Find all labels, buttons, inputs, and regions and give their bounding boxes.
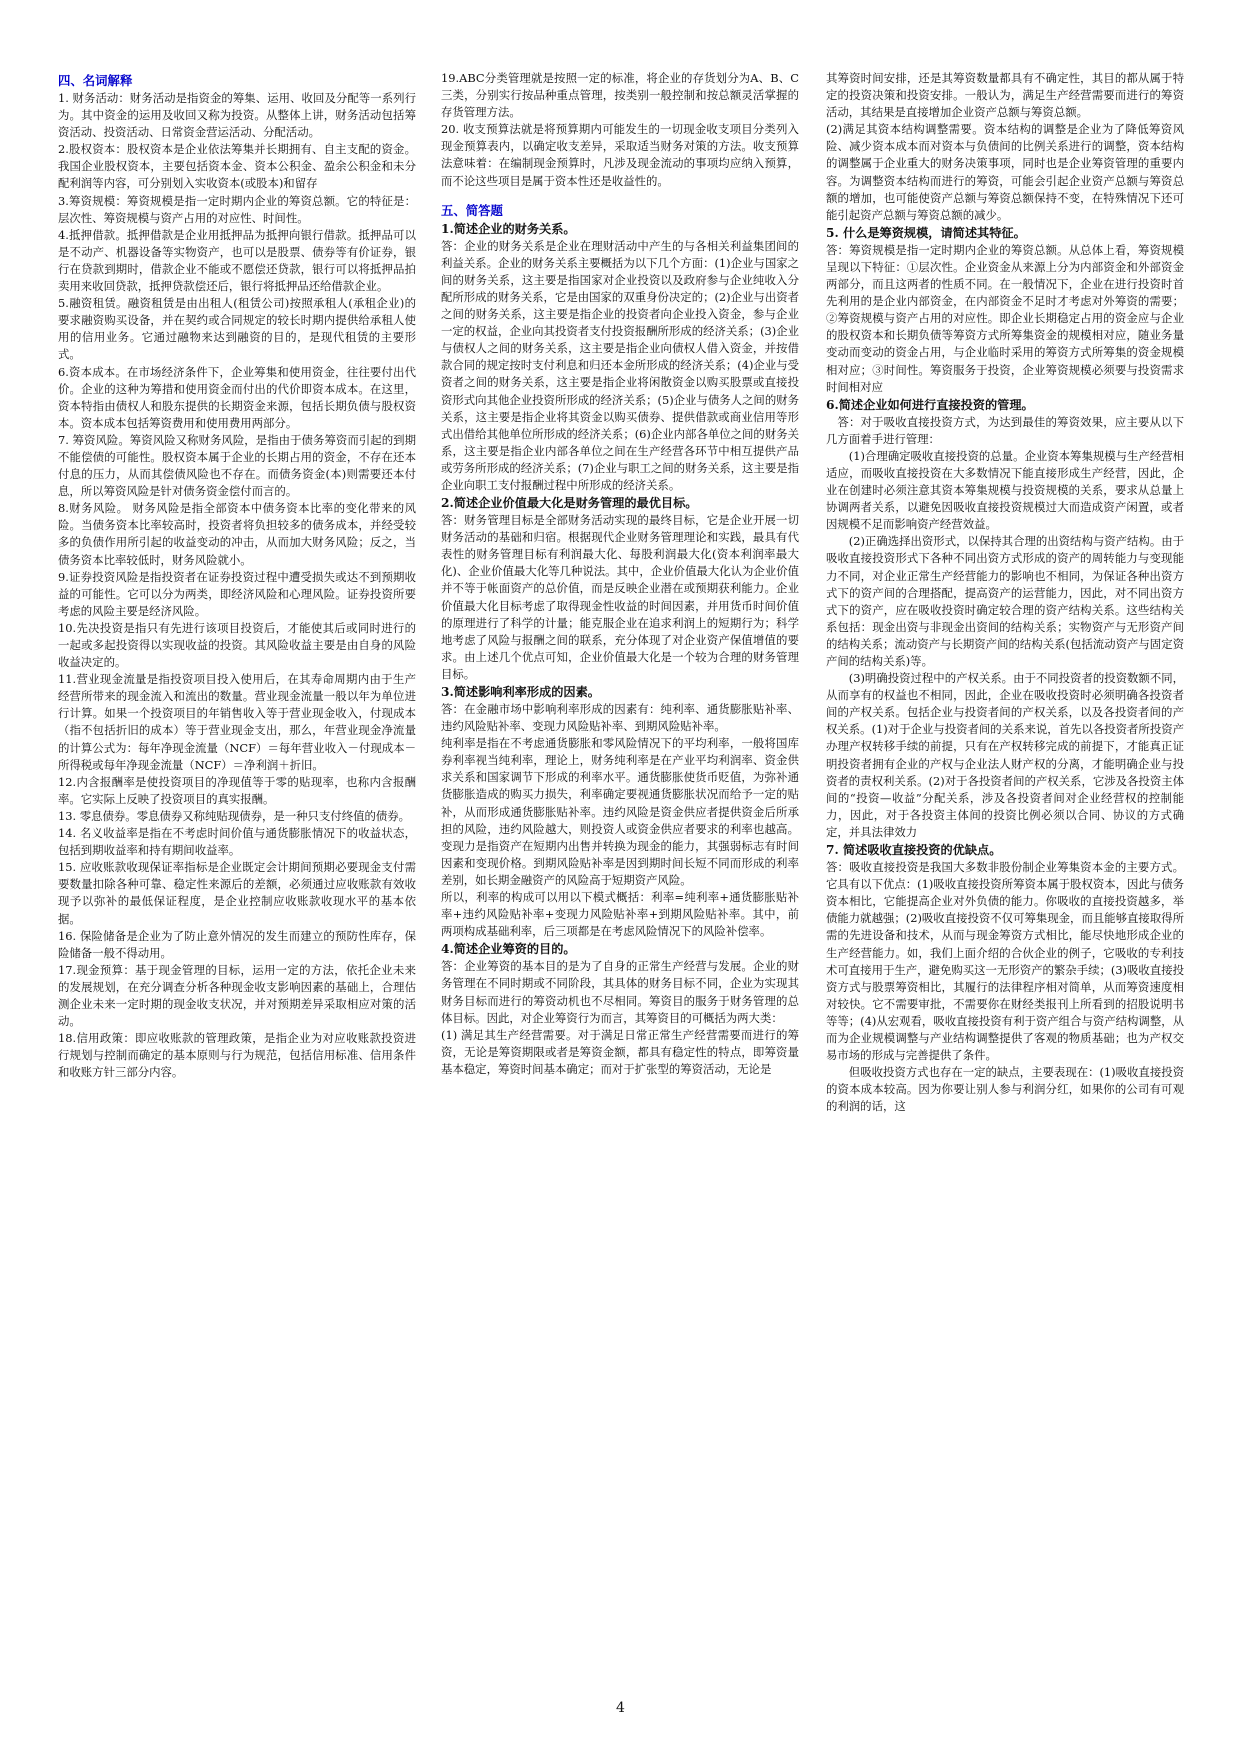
paragraph: (1) 满足其生产经营需要。对于满足日常正常生产经营需要而进行的筹资，无论是筹资期限或者是筹资金额，都具有稳定性的特点，即筹资量基本稳定，筹资时间基本确定；而对于扩张型的筹资活动，无论是 [441,1027,799,1076]
paragraph: 20. 收支预算法就是将预算期内可能发生的一切现金收支项目分类列入现金预算表内，以确定收支差异，采取适当财务对策的方法。收支预算法意味着：在编制现金预算时，凡涉及现金流动的事项均应纳入预算，而不论这些项目是属于资本性还是收益性的。 [441,122,799,188]
paragraph: 15. 应收账款收现保证率指标是企业既定会计期间预期必要现金支付需要数量扣除各种可靠、稳定性来源后的差额，必须通过应收账款有效收现予以弥补的最低保证程度，是企业控制应收账款收现水平的基本依据。 [58,860,416,926]
paragraph: 17.现金预算：基于现金管理的目标，运用一定的方法，依托企业未来的发展规划，在充分调查分析各种现金收支影响因素的基础上，合理估测企业未来一定时期的现金收支状况，并对预期差异采取相应对策的活动。 [58,962,416,1029]
paragraph: 5.融资租赁。融资租赁是由出租人(租赁公司)按照承租人(承租企业)的要求融资购买设备，并在契约或合同规定的较长时期内提供给承租人使用的信用业务。它通过融物来达到融资的目的，是现代租赁的主要形式。 [58,296,416,362]
paragraph: (2)正确选择出资形式，以保持其合理的出资结构与资产结构。由于吸收直接投资形式下各种不同出资方式形成的资产的周转能力与变现能力不同，对企业正常生产经营能力的影响也不相同，为保证各种出资方式下的资产间的合理搭配，提高资产的运营能力，因此，对不同出资方式下的资产，应在吸收投资时确定较合理的资产结构关系。这些结构关系包括：现金出资与非现金出资间的结构关系；实物资产与无形资产间的结构关系；流动资产与长期资产间的结构关系(包括流动资产与固定资产间的结构关系)等。 [826,534,1184,668]
paragraph: (3)明确投资过程中的产权关系。由于不同投资者的投资数额不同，从而享有的权益也不相同，因此，企业在吸收投资时必须明确各投资者间的产权关系。包括企业与投资者间的产权关系，以及各投资者间的产权关系。(1)对于企业与投资者间的关系来说，首先以各投资者所投资产办理产权转移手续的前提，只有在产权转移完成的前提下，才能真正证明投资者拥有企业的产权与企业法人财产权的分离，才能明确企业与投资者的责权利关系。(2)对于各投资者间的产权关系，它涉及各投资主体间的“投资—收益”分配关系，涉及各投资者间对企业经营权的控制能力，因此，对于各投资主体间的投资比例必须以合同、协议的方式确定，并具法律效力 [826,671,1184,839]
paragraph: 11.营业现金流量是指投资项目投入使用后，在其寿命周期内由于生产经营所带来的现金流入和流出的数量。营业现金流量一般以年为单位进行计算。如果一个投资项目的年销售收入等于营业现金收入，付现成本（指不包括折旧的成本）等于营业现金支出，那么，年营业现金净流量的计算公式为：每年净现金流量（NCF）＝每年营业收入－付现成本－所得税或每年净现金流量（NCF）＝净利润＋折旧。 [58,672,416,772]
section-heading: 五、简答题 [441,202,503,218]
paragraph: 答：吸收直接投资是我国大多数非股份制企业筹集资本金的主要方式。它具有以下优点：(1)吸收直接投资所筹资本属于股权资本，因此与债务资本相比，它能提高企业对外负债的能力。你吸收的直接投资越多，举债能力就越强；(2)吸收直接投资不仅可筹集现金，而且能够直接取得所需的先进设备和技术，从而与现金筹资方式相比，能尽快地形成企业的生产经营能力。如，我们上面介绍的合伙企业的例子，它吸收的专利技术可直接用于生产，避免购买这一无形资产的繁杂手续；(3)吸收直接投资方式与股票筹资相比，其履行的法律程序相对简单，从而筹资速度相对较快。它不需要审批，不需要你在财经类报刊上所看到的招股说明书等等；(4)从宏观看，吸收直接投资有利于资产组合与资产结构调整，从而为企业规模调整与产业结构调整提供了客观的物质基础；也为产权交易市场的形成与完善提供了条件。 [826,860,1184,1063]
paragraph: 答：企业筹资的基本目的是为了自身的正常生产经营与发展。企业的财务管理在不同时期或不同阶段，其具体的财务目标不同，企业为实现其财务目标而进行的筹资动机也不尽相同。筹资目的服务于财务管理的总体目标。因此，对企业筹资行为而言，其筹资目的可概括为两大类： [441,959,799,1025]
text-column-left [58,70,416,1670]
paragraph: 4.抵押借款。抵押借款是企业用抵押品为抵押向银行借款。抵押品可以是不动产、机器设备等实物资产，也可以是股票、债券等有价证券，银行在贷款到期时，借款企业不能或不愿偿还贷款，银行可以将抵押品拍卖用来收回贷款，抵押贷款偿还后，银行将抵押品还给借款企业。 [58,227,416,294]
paragraph: 18.信用政策：即应收账款的管理政策，是指企业为对应收账款投资进行规划与控制而确定的基本原则与行为规范，包括信用标准、信用条件和收账方针三部分内容。 [58,1031,416,1080]
paragraph: 答：企业的财务关系是企业在理财活动中产生的与各相关利益集团间的利益关系。企业的财务关系主要概括为以下几个方面：(1)企业与国家之间的财务关系，这主要是指国家对企业投资以及政府参与企业纯收入分配所形成的财务关系，它是由国家的双重身份决定的；(2)企业与出资者之间的财务关系，这主要是指企业的投资者向企业投入资金，参与企业一定的权益，企业向其投资者支付投资报酬所形成的经济关系；(3)企业与债权人之间的财务关系，这主要是指企业向债权人借入资金，并按借款合同的规定按时支付利息和归还本金所形成的经济关系；(4)企业与受资者之间的财务关系，这主要是指企业将闲散资金以购买股票或直接投资形式向其他企业投资所形成的经济关系；(5)企业与债务人之间的财务关系，这主要是指企业将其资金以购买债券、提供借款或商业信用等形式出借给其他单位所形成的经济关系；(6)企业内部各单位之间的财务关系，这主要是指企业内部各单位之间在生产经营各环节中相互提供产品或劳务所形成的经济关系；(7)企业与职工之间的财务关系，这主要是指企业向职工支付报酬过程中所形成的经济关系。 [441,238,799,492]
paragraph: 答：筹资规模是指一定时期内企业的筹资总额。从总体上看，筹资规模呈现以下特征：①层次性。企业资金从来源上分为内部资金和外部资金两部分，而且这两者的性质不同。在一般情况下，企业在进行投资时首先利用的是企业内部资金，在内部资金不足时才考虑对外筹资的需要；②筹资规模与资产占用的对应性。即企业长期稳定占用的资金应与企业的股权资本和长期负债等筹资方式所筹集资金的规模相对应，随业务量变动而变动的资金占用，与企业临时采用的筹资方式所筹集的资金规模相对应；③时间性。筹资服务于投资，企业筹资规模必须要与投资需求时间相对应 [826,242,1184,394]
section-heading: 四、名词解释 [58,73,133,88]
paragraph: 7. 筹资风险。筹资风险又称财务风险，是指由于债务筹资而引起的到期不能偿债的可能性。股权资本属于企业的长期占用的资金，不存在还本付息的压力，从而其偿债风险也不存在。而债务资金(本)则需要还本付息，所以筹资风险是针对债务资金偿付而言的。 [58,432,416,499]
paragraph: 14. 名义收益率是指在不考虑时间价值与通货膨胀情况下的收益状态，包括到期收益率和持有期间收益率。 [58,826,416,858]
paragraph: 答：财务管理目标是全部财务活动实现的最终目标，它是企业开展一切财务活动的基础和归宿。根据现代企业财务管理理论和实践，最具有代表性的财务管理目标有利润最大化、每股利润最大化(资本利润率最大化)、企业价值最大化等几种说法。其中，企业价值最大化认为企业价值并不等于帐面资产的总价值，而是反映企业潜在或预期获利能力。企业价值最大化目标考虑了取得现金性收益的时间因素，并用货币时间价值的原理进行了科学的计量；能克服企业在追求利润上的短期行为；科学地考虑了风险与报酬之间的联系，充分体现了对企业资产保值增值的要求。由上述几个优点可知，企业价值最大化是一个较为合理的财务管理目标。 [441,513,799,681]
question-heading: 7. 简述吸收直接投资的优缺点。 [826,843,1002,858]
paragraph: 9.证券投资风险是指投资者在证券投资过程中遭受损失或达不到预期收益的可能性。它可以分为两类，即经济风险和心理风险。证券投资所要考虑的风险主要是经济风险。 [58,569,416,618]
paragraph: 6.资本成本。在市场经济条件下，企业筹集和使用资金，往往要付出代价。企业的这种为筹措和使用资金而付出的代价即资本成本。在这里，资本特指由债权人和股东提供的长期资金来源，包括长期负债与股权资本。资本成本包括筹资费用和使用费用两部分。 [58,364,416,430]
paragraph: 3.筹资规模：筹资规模是指一定时期内企业的筹资总额。它的特征是：层次性、筹资规模与资产占用的对应性、时间性。 [58,193,416,225]
question-heading: 2.简述企业价值最大化是财务管理的最优目标。 [441,496,698,511]
paragraph: (2)满足其资本结构调整需要。资本结构的调整是企业为了降低筹资风险、减少资本成本而对资本与负债间的比例关系进行的调整，资本结构的调整属于企业重大的财务决策事项，同时也是企业筹资管理的重要内容。为调整资本结构而进行的筹资，可能会引起企业资产总额与筹资总额的增加，也可能使资产总额与筹资总额保持不变，在特殊情况下还可能引起资产总额与筹资总额的减少。 [826,122,1184,222]
paragraph: 13. 零息债券。零息债券又称纯贴现债券，是一种只支付终值的债券。 [58,808,411,823]
page [58,70,1184,1670]
text-column-right [826,70,1184,1670]
paragraph: 16. 保险储备是企业为了防止意外情况的发生而建立的预防性库存，保险储备一般不得动用。 [58,928,416,960]
paragraph: 纯利率是指在不考虑通货膨胀和零风险情况下的平均利率，一般将国库券利率视当纯利率，理论上，财务纯利率是在产业平均利润率、资金供求关系和国家调节下形成的利率水平。通货膨胀使货币贬值，为弥补通货膨胀造成的购买力损失，利率确定要视通货膨胀状况而给予一定的贴补，从而形成通货膨胀贴补率。违约风险是资金供应者提供资金后所承担的风险，违约风险越大，则投资人或资金供应者要求的利率也越高。变现力是指资产在短期内出售并转换为现金的能力，其强弱标志有时间因素和变现价格。到期风险贴补率是因到期时间长短不同而形成的利率差别，如长期金融资产的风险高于短期资产风险。 [441,736,799,887]
section-gap [441,190,799,200]
question-heading: 3.简述影响利率形成的因素。 [441,685,600,699]
paragraph: 2.股权资本：股权资本是企业依法筹集并长期拥有、自主支配的资金。我国企业股权资本，主要包括资本金、资本公积金、盈余公积金和未分配利润等内容，可分别划入实收资本(或股本)和留存 [58,142,416,191]
paragraph: 10.先决投资是指只有先进行该项目投资后，才能使其后或同时进行的一起或多起投资得以实现收益的投资。其风险收益主要是由自身的风险收益决定的。 [58,620,416,670]
question-heading: 5. 什么是筹资规模，请简述其特征。 [826,225,1026,240]
page-number: 4 [616,1700,625,1716]
question-heading: 4.简述企业筹资的目的。 [441,942,576,957]
paragraph: 答：在金融市场中影响利率形成的因素有：纯利率、通货膨胀贴补率、违约风险贴补率、变现力风险贴补率、到期风险贴补率。 [441,702,799,734]
paragraph: 19.ABC分类管理就是按照一定的标准，将企业的存货划分为A、B、C三类，分别实行按品种重点管理，按类别一般控制和按总额灵活掌握的存货管理方法。 [441,71,799,120]
paragraph: 但吸收投资方式也存在一定的缺点，主要表现在：(1)吸收直接投资的资本成本较高。因为你要让别人参与利润分红，如果你的公司有可观的利润的话，这 [826,1065,1184,1114]
text-column-middle [441,70,799,1670]
paragraph: 答：对于吸收直接投资方式，为达到最佳的筹资效果，应主要从以下几方面着手进行管理： [826,414,1184,446]
paragraph: 1. 财务活动：财务活动是指资金的筹集、运用、收回及分配等一系列行为。其中资金的运用及收回又称为投资。从整体上讲，财务活动包括筹资活动、投资活动、日常资金营运活动、分配活动。 [58,91,416,140]
question-heading: 6.简述企业如何进行直接投资的管理。 [826,397,1034,412]
paragraph: (1)合理确定吸收直接投资的总量。企业资本筹集规模与生产经营相适应，而吸收直接投资在大多数情况下能直接形成生产经营，因此，企业在创建时必须注意其资本筹集规模与投资规模的关系，要求从总量上协调两者关系，以避免因吸收直接投资规模过大而造成资产闲置，或者因规模不足而影响资产经营效益。 [826,448,1184,532]
paragraph: 所以，利率的构成可以用以下模式概括：利率=纯利率+通货膨胀贴补率+违约风险贴补率+变现力风险贴补率+到期风险贴补率。其中，前两项构成基础利率，后三项都是在考虑风险情况下的风险补偿率。 [441,890,799,939]
paragraph: 12.内含报酬率是使投资项目的净现值等于零的贴现率，也称内含报酬率。它实际上反映了投资项目的真实报酬。 [58,774,416,806]
paragraph: 其筹资时间安排，还是其筹资数量都具有不确定性，其目的都从属于特定的投资决策和投资安排。一般认为，满足生产经营需要而进行的筹资活动，其结果是直接增加企业资产总额与筹资总额。 [826,71,1184,120]
paragraph: 8.财务风险。 财务风险是指全部资本中债务资本比率的变化带来的风险。当债务资本比率较高时，投资者将负担较多的债务成本，并经受较多的负债作用所引起的收益变动的冲击，从而加大财务风险；反之，当债务资本比率较低时，财务风险就小。 [58,501,416,567]
question-heading: 1.简述企业的财务关系。 [441,221,576,236]
